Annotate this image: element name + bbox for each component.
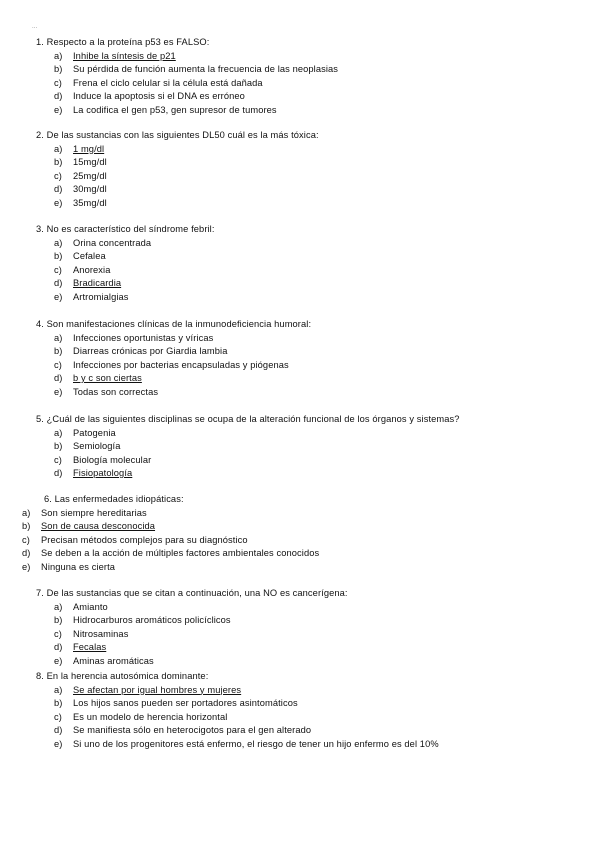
answer-option: b) Su pérdida de función aumenta la frecuencia de las neoplasias bbox=[54, 64, 339, 74]
question-title: 7. De las sustancias que se citan a continuación, una NO es cancerígena: bbox=[36, 588, 348, 598]
answer-option: c) Anorexia bbox=[54, 264, 111, 275]
question-title: 3. No es característico del síndrome febril: bbox=[36, 224, 215, 234]
answer-option: a) Inhibe la síntesis de p21 bbox=[54, 50, 176, 61]
question-2 bbox=[36, 129, 576, 210]
answer-option: e) Ninguna es cierta bbox=[22, 561, 116, 572]
answer-option: c) Es un modelo de herencia horizontal bbox=[54, 711, 228, 722]
answer-option: c) Precisan métodos complejos para su diagnóstico bbox=[22, 534, 248, 545]
answer-option: a) Patogenia bbox=[54, 427, 116, 438]
answer-option: a) Orina concentrada bbox=[54, 237, 152, 248]
answer-option: e) Aminas aromáticas bbox=[54, 655, 154, 666]
question-5 bbox=[36, 413, 576, 481]
answer-option: d) Se manifiesta sólo en heterocigotos para el gen alterado bbox=[54, 725, 312, 735]
answer-option: c) Biología molecular bbox=[54, 454, 152, 465]
answer-option: b) Cefalea bbox=[54, 251, 106, 261]
answer-option: c) Infecciones por bacterias encapsuladas y piógenas bbox=[54, 359, 289, 370]
question-title: 1. Respecto a la proteína p53 es FALSO: bbox=[36, 37, 210, 47]
answer-option: d) Fisiopatología bbox=[54, 468, 133, 478]
question-6 bbox=[22, 493, 584, 574]
answer-option: c) 25mg/dl bbox=[54, 170, 107, 181]
question-4 bbox=[36, 318, 576, 399]
question-title: 8. En la herencia autosómica dominante: bbox=[36, 671, 209, 681]
answer-option: d) b y c son ciertas bbox=[54, 373, 142, 383]
answer-option: b) 15mg/dl bbox=[54, 157, 107, 167]
question-title: 4. Son manifestaciones clínicas de la inmunodeficiencia humoral: bbox=[36, 319, 312, 329]
question-1 bbox=[36, 36, 576, 117]
answer-option: b) Los hijos sanos pueden ser portadores asintomáticos bbox=[54, 698, 298, 708]
answer-option: b) Diarreas crónicas por Giardia lambia bbox=[54, 346, 228, 356]
answer-option: d) Induce la apoptosis si el DNA es erróneo bbox=[54, 91, 245, 101]
answer-option: b) Son de causa desconocida bbox=[22, 521, 156, 531]
answer-option: d) Fecalas bbox=[54, 642, 107, 652]
answer-option: c) Frena el ciclo celular si la célula está dañada bbox=[54, 77, 263, 88]
question-3 bbox=[36, 223, 576, 304]
answer-option: e) La codifica el gen p53, gen supresor de tumores bbox=[54, 104, 277, 115]
answer-option: e) Artromialgias bbox=[54, 291, 129, 302]
answer-option: a) 1 mg/dl bbox=[54, 143, 105, 154]
question-title: 5. ¿Cuál de las siguientes disciplinas se ocupa de la alteración funcional de los órganos y sistemas? bbox=[36, 414, 460, 424]
question-title: 6. Las enfermedades idiopáticas: bbox=[44, 494, 184, 504]
question-8 bbox=[36, 670, 576, 751]
answer-option: c) Nitrosaminas bbox=[54, 628, 129, 639]
question-7 bbox=[36, 587, 576, 668]
header-mark: ... bbox=[32, 24, 38, 30]
answer-option: d) Bradicardia bbox=[54, 278, 122, 288]
answer-option: e) Todas son correctas bbox=[54, 386, 159, 397]
answer-option: a) Amianto bbox=[54, 601, 108, 612]
answer-option: d) 30mg/dl bbox=[54, 184, 107, 194]
answer-option: b) Semiología bbox=[54, 441, 121, 451]
answer-option: a) Se afectan por igual hombres y mujeres bbox=[54, 684, 242, 695]
answer-option: d) Se deben a la acción de múltiples factores ambientales conocidos bbox=[22, 548, 320, 558]
question-title: 2. De las sustancias con las siguientes DL50 cuál es la más tóxica: bbox=[36, 130, 319, 140]
answer-option: e) 35mg/dl bbox=[54, 197, 107, 208]
answer-option: e) Si uno de los progenitores está enfermo, el riesgo de tener un hijo enfermo es del 10% bbox=[54, 738, 439, 749]
answer-option: b) Hidrocarburos aromáticos policíclicos bbox=[54, 615, 231, 625]
answer-option: a) Infecciones oportunistas y víricas bbox=[54, 332, 214, 343]
answer-option: a) Son siempre hereditarias bbox=[22, 507, 147, 518]
